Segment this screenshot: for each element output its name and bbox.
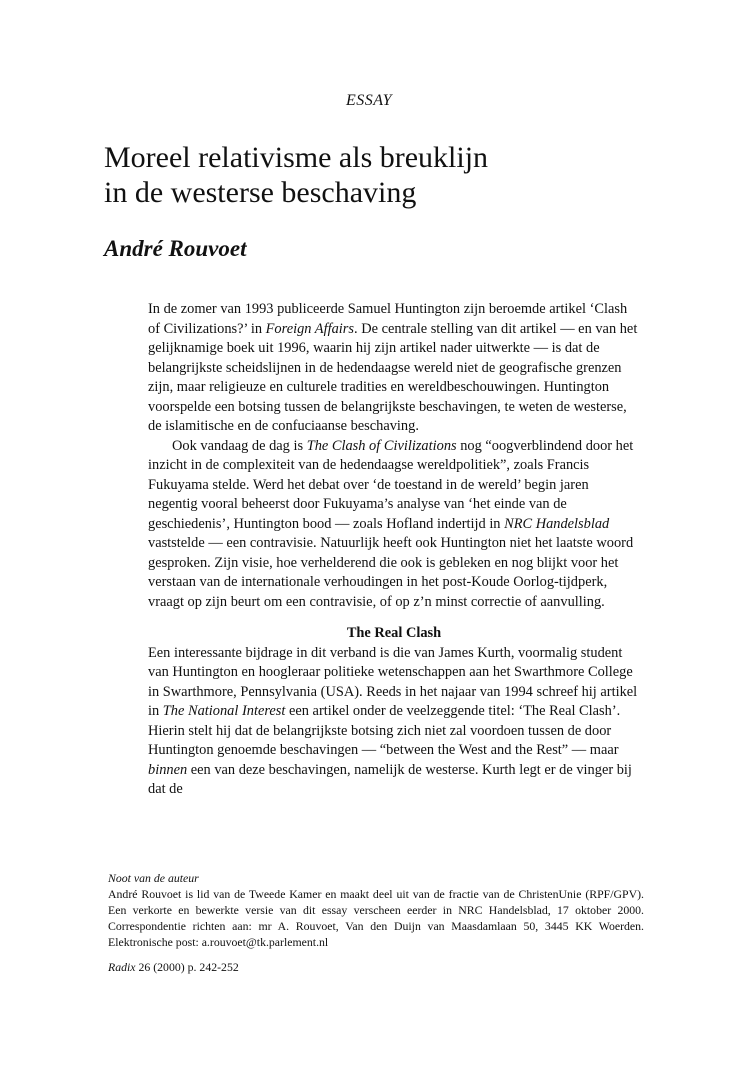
paragraph-2: Ook vandaag de dag is The Clash of Civilizations nog “oogverblindend door het inzicht in de complexiteit van de hedendaagse wereldpolitiek”, zoals Francis Fukuyama stelde. Werd het debat over ‘de toestand in de wereld’ begin jaren negentig vooral beheerst door Fukuyama’s analyse van ‘het einde van de geschiedenis’, Huntington bood — zoals Hofland indertijd in NRC Handelsblad vaststelde — een contravisie. Natuurlijk heeft ook Huntington niet het laatste woord gesproken. Zijn visie, hoe verhelderend die ook is gebleken en nog blijkt voor het verstaan van de internationale verhoudingen in het post-Koude Oorlog-tijdperk, vraagt op zijn beurt om een contravisie, of op z’n minst correctie of aanvulling. [148, 437, 634, 610]
journal-reference [108, 960, 239, 975]
section-subheading: The Real Clash [346, 625, 442, 641]
footnote-heading: Noot van de auteur [108, 871, 199, 885]
paragraph-3: Een interessante bijdrage in dit verband is die van James Kurth, voormalig student van Huntington en hoogleraar politieke wetenschappen aan het Swarthmore College in Swarthmore, Pennsylvania (USA). Reeds in het najaar van 1994 schreef hij artikel in The National Interest een artikel onder de veelzeggende titel: ‘The Real Clash’. Hierin stelt hij dat de belangrijkste botsing zich niet zal voordoen tussen de door Huntington genoemde beschavingen — “between the West and the Rest” — maar binnen een van deze beschavingen, namelijk de westerse. Kurth legt er de vinger bij dat de [148, 644, 638, 797]
author-footnote [108, 870, 644, 950]
journal-name: Radix [108, 960, 136, 974]
footnote-text: André Rouvoet is lid van de Tweede Kamer en maakt deel uit van de fractie van de ChristenUnie (RPF/GPV). Een verkorte en bewerkte versie van dit essay verscheen eerder in NRC Handelsblad, 17 oktober 2000. Correspondentie richten aan: mr A. Rouvoet, Van den Duijn van Maasdamlaan 50, 3445 KK Woerden. Elektronische post: a.rouvoet@tk.parlement.nl [108, 887, 644, 949]
article-body [148, 300, 640, 800]
title-line-1: Moreel relativisme als breuklijn [104, 141, 489, 174]
title-line-2: in de westerse beschaving [104, 176, 417, 209]
journal-details: 26 (2000) p. 242-252 [135, 960, 239, 974]
article-title [104, 140, 664, 210]
paragraph-1: In de zomer van 1993 publiceerde Samuel Huntington zijn beroemde artikel ‘Clash of Civilizations?’ in Foreign Affairs. De centrale stelling van dit artikel — en van het gelijknamige boek uit 1996, waarin hij zijn artikel nader uitwerkte — is dat de belangrijkste scheidslijnen in de hedendaagse wereld niet de geografische grenzen zijn, maar religieuze en culturele tradities en wereldbeschouwingen. Huntington voorspelde een botsing tussen de belangrijkste beschavingen, te weten de westerse, de islamitische en de confuciaanse beschaving. [148, 301, 638, 434]
section-label: ESSAY [345, 92, 393, 109]
author-name: André Rouvoet [104, 236, 247, 261]
